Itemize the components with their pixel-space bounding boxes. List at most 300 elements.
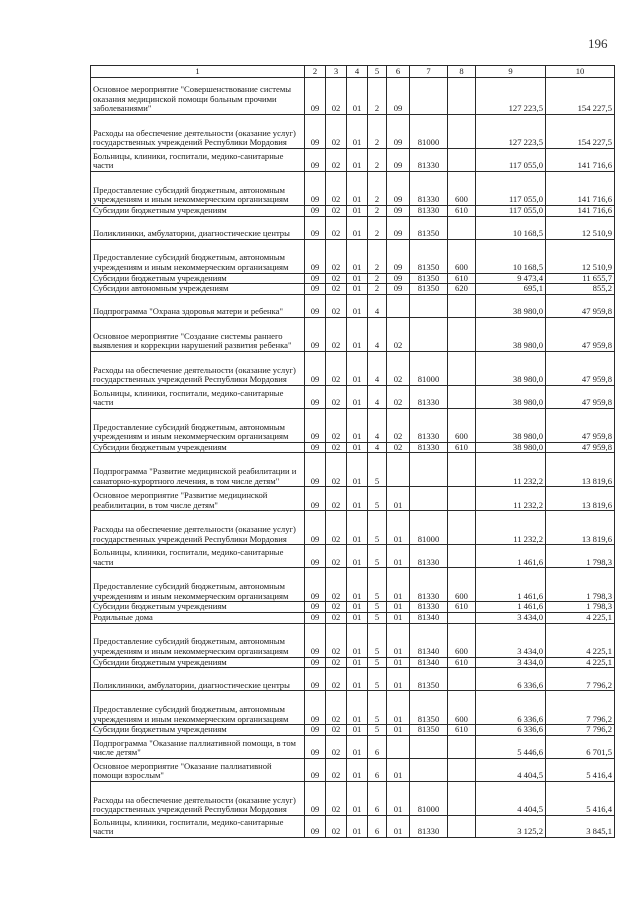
code-col-4: 01 [347, 487, 368, 511]
code-col-4: 01 [347, 239, 368, 273]
code-col-6: 01 [387, 691, 410, 725]
code-col-8 [448, 487, 476, 511]
code-col-8: 600 [448, 172, 476, 206]
amount-col-10: 154 227,5 [546, 78, 615, 115]
code-col-4: 01 [347, 815, 368, 837]
amount-col-9: 1 461,6 [476, 602, 546, 613]
column-header-1: 1 [91, 66, 305, 78]
code-col-2: 09 [305, 351, 326, 385]
table-row [91, 78, 615, 115]
code-col-3: 02 [326, 149, 347, 172]
amount-col-9: 1 461,6 [476, 545, 546, 568]
code-col-8 [448, 545, 476, 568]
code-col-7: 81330 [410, 602, 448, 613]
amount-col-10: 13 819,6 [546, 487, 615, 511]
table-row [91, 602, 615, 613]
amount-col-10: 11 655,7 [546, 273, 615, 284]
code-col-6: 01 [387, 602, 410, 613]
code-col-5: 5 [368, 623, 387, 657]
table-row [91, 623, 615, 657]
code-col-8 [448, 815, 476, 837]
code-col-7: 81330 [410, 149, 448, 172]
row-name: Субсидии автономным учреждениям [91, 284, 305, 295]
amount-col-10: 47 959,8 [546, 351, 615, 385]
code-col-6 [387, 735, 410, 758]
code-col-8 [448, 115, 476, 149]
code-col-5: 5 [368, 453, 387, 487]
code-col-3: 02 [326, 216, 347, 239]
amount-col-10: 1 798,3 [546, 602, 615, 613]
code-col-7: 81350 [410, 273, 448, 284]
code-col-5: 2 [368, 239, 387, 273]
table-row [91, 815, 615, 837]
code-col-5: 2 [368, 115, 387, 149]
table-row [91, 612, 615, 623]
row-name: Предоставление субсидий бюджетным, автономным учреждениям и иным некоммерческим организациям [91, 408, 305, 442]
row-name: Предоставление субсидий бюджетным, автономным учреждениям и иным некоммерческим организациям [91, 568, 305, 602]
code-col-7: 81000 [410, 351, 448, 385]
column-header-4: 4 [347, 66, 368, 78]
code-col-3: 02 [326, 239, 347, 273]
code-col-2: 09 [305, 691, 326, 725]
table-header-row [91, 66, 615, 78]
column-header-5: 5 [368, 66, 387, 78]
code-col-2: 09 [305, 623, 326, 657]
code-col-8 [448, 612, 476, 623]
amount-col-10: 47 959,8 [546, 408, 615, 442]
code-col-2: 09 [305, 294, 326, 317]
row-name: Основное мероприятие "Оказание паллиативной помощи взрослым" [91, 758, 305, 781]
code-col-5: 2 [368, 206, 387, 217]
table-row [91, 239, 615, 273]
code-col-5: 5 [368, 725, 387, 736]
code-col-6: 01 [387, 758, 410, 781]
amount-col-9: 6 336,6 [476, 668, 546, 691]
code-col-7: 81330 [410, 206, 448, 217]
row-name: Предоставление субсидий бюджетным, автономным учреждениям и иным некоммерческим организациям [91, 691, 305, 725]
code-col-4: 01 [347, 294, 368, 317]
amount-col-10: 13 819,6 [546, 453, 615, 487]
amount-col-9: 117 055,0 [476, 149, 546, 172]
row-name: Субсидии бюджетным учреждениям [91, 206, 305, 217]
table-row [91, 487, 615, 511]
amount-col-10: 1 798,3 [546, 568, 615, 602]
code-col-2: 09 [305, 408, 326, 442]
code-col-3: 02 [326, 735, 347, 758]
code-col-3: 02 [326, 781, 347, 815]
code-col-7: 81330 [410, 545, 448, 568]
code-col-2: 09 [305, 149, 326, 172]
code-col-4: 01 [347, 385, 368, 408]
code-col-6: 09 [387, 216, 410, 239]
code-col-8: 610 [448, 273, 476, 284]
amount-col-10: 154 227,5 [546, 115, 615, 149]
code-col-5: 4 [368, 408, 387, 442]
code-col-6: 01 [387, 612, 410, 623]
code-col-8 [448, 668, 476, 691]
table-row [91, 781, 615, 815]
code-col-6: 09 [387, 149, 410, 172]
amount-col-10: 7 796,2 [546, 691, 615, 725]
table-row [91, 735, 615, 758]
code-col-8: 620 [448, 284, 476, 295]
code-col-5: 4 [368, 385, 387, 408]
code-col-2: 09 [305, 172, 326, 206]
code-col-3: 02 [326, 602, 347, 613]
code-col-5: 2 [368, 273, 387, 284]
amount-col-9: 38 980,0 [476, 294, 546, 317]
code-col-8: 600 [448, 239, 476, 273]
code-col-2: 09 [305, 758, 326, 781]
code-col-3: 02 [326, 206, 347, 217]
amount-col-10: 47 959,8 [546, 294, 615, 317]
code-col-2: 09 [305, 602, 326, 613]
code-col-3: 02 [326, 317, 347, 351]
code-col-5: 5 [368, 511, 387, 545]
code-col-5: 4 [368, 317, 387, 351]
code-col-4: 01 [347, 735, 368, 758]
code-col-7: 81330 [410, 408, 448, 442]
amount-col-9: 9 473,4 [476, 273, 546, 284]
amount-col-10: 47 959,8 [546, 385, 615, 408]
code-col-5: 4 [368, 351, 387, 385]
code-col-7 [410, 317, 448, 351]
code-col-8 [448, 149, 476, 172]
amount-col-9: 11 232,2 [476, 487, 546, 511]
amount-col-9: 6 336,6 [476, 725, 546, 736]
table-row [91, 284, 615, 295]
code-col-3: 02 [326, 668, 347, 691]
code-col-2: 09 [305, 511, 326, 545]
table-row [91, 216, 615, 239]
code-col-7 [410, 487, 448, 511]
row-name: Больницы, клиники, госпитали, медико-санитарные части [91, 149, 305, 172]
code-col-5: 4 [368, 294, 387, 317]
code-col-4: 01 [347, 781, 368, 815]
row-name: Основное мероприятие "Совершенствование системы оказания медицинской помощи больным прочими заболеваниями" [91, 78, 305, 115]
column-header-8: 8 [448, 66, 476, 78]
code-col-2: 09 [305, 284, 326, 295]
code-col-7 [410, 78, 448, 115]
code-col-4: 01 [347, 453, 368, 487]
code-col-5: 5 [368, 602, 387, 613]
code-col-7: 81000 [410, 511, 448, 545]
row-name: Больницы, клиники, госпитали, медико-санитарные части [91, 815, 305, 837]
code-col-5: 6 [368, 781, 387, 815]
table-row [91, 172, 615, 206]
code-col-7: 81350 [410, 691, 448, 725]
code-col-4: 01 [347, 78, 368, 115]
amount-col-10: 47 959,8 [546, 317, 615, 351]
code-col-7: 81350 [410, 216, 448, 239]
code-col-8 [448, 758, 476, 781]
code-col-8 [448, 216, 476, 239]
code-col-4: 01 [347, 408, 368, 442]
column-header-3: 3 [326, 66, 347, 78]
amount-col-10: 47 959,8 [546, 442, 615, 453]
row-name: Расходы на обеспечение деятельности (оказание услуг) государственных учреждений Республики Мордовия [91, 511, 305, 545]
code-col-8: 600 [448, 568, 476, 602]
code-col-3: 02 [326, 487, 347, 511]
amount-col-9: 10 168,5 [476, 239, 546, 273]
code-col-4: 01 [347, 351, 368, 385]
table-row [91, 725, 615, 736]
code-col-5: 6 [368, 758, 387, 781]
column-header-7: 7 [410, 66, 448, 78]
code-col-5: 2 [368, 284, 387, 295]
code-col-3: 02 [326, 442, 347, 453]
code-col-7: 81350 [410, 668, 448, 691]
code-col-4: 01 [347, 511, 368, 545]
amount-col-9: 6 336,6 [476, 691, 546, 725]
code-col-4: 01 [347, 545, 368, 568]
row-name: Субсидии бюджетным учреждениям [91, 442, 305, 453]
code-col-2: 09 [305, 273, 326, 284]
code-col-2: 09 [305, 545, 326, 568]
table-row [91, 657, 615, 668]
row-name: Расходы на обеспечение деятельности (оказание услуг) государственных учреждений Республики Мордовия [91, 351, 305, 385]
code-col-4: 01 [347, 149, 368, 172]
code-col-5: 2 [368, 172, 387, 206]
code-col-6: 01 [387, 815, 410, 837]
table-row [91, 691, 615, 725]
code-col-2: 09 [305, 781, 326, 815]
amount-col-9: 38 980,0 [476, 408, 546, 442]
column-header-6: 6 [387, 66, 410, 78]
code-col-6: 01 [387, 623, 410, 657]
amount-col-9: 117 055,0 [476, 172, 546, 206]
code-col-3: 02 [326, 351, 347, 385]
code-col-2: 09 [305, 115, 326, 149]
amount-col-9: 38 980,0 [476, 351, 546, 385]
code-col-6: 09 [387, 172, 410, 206]
code-col-3: 02 [326, 758, 347, 781]
code-col-8: 600 [448, 408, 476, 442]
code-col-3: 02 [326, 545, 347, 568]
column-header-10: 10 [546, 66, 615, 78]
code-col-3: 02 [326, 612, 347, 623]
code-col-7: 81350 [410, 725, 448, 736]
table-row [91, 453, 615, 487]
code-col-6 [387, 453, 410, 487]
column-header-9: 9 [476, 66, 546, 78]
code-col-2: 09 [305, 453, 326, 487]
row-name: Поликлиники, амбулатории, диагностические центры [91, 216, 305, 239]
code-col-3: 02 [326, 385, 347, 408]
code-col-8: 600 [448, 623, 476, 657]
code-col-3: 02 [326, 511, 347, 545]
row-name: Больницы, клиники, госпитали, медико-санитарные части [91, 385, 305, 408]
code-col-3: 02 [326, 294, 347, 317]
table-row [91, 385, 615, 408]
amount-col-10: 141 716,6 [546, 172, 615, 206]
code-col-5: 6 [368, 735, 387, 758]
code-col-4: 01 [347, 668, 368, 691]
code-col-8: 610 [448, 725, 476, 736]
amount-col-10: 141 716,6 [546, 149, 615, 172]
code-col-3: 02 [326, 815, 347, 837]
amount-col-10: 12 510,9 [546, 239, 615, 273]
code-col-6: 09 [387, 206, 410, 217]
row-name: Предоставление субсидий бюджетным, автономным учреждениям и иным некоммерческим организациям [91, 623, 305, 657]
code-col-2: 09 [305, 206, 326, 217]
code-col-6: 02 [387, 385, 410, 408]
code-col-2: 09 [305, 239, 326, 273]
row-name: Подпрограмма "Охрана здоровья матери и ребенка" [91, 294, 305, 317]
code-col-6: 09 [387, 239, 410, 273]
amount-col-9: 38 980,0 [476, 385, 546, 408]
code-col-3: 02 [326, 725, 347, 736]
code-col-7: 81350 [410, 239, 448, 273]
code-col-7: 81000 [410, 781, 448, 815]
code-col-2: 09 [305, 78, 326, 115]
page-number: 196 [588, 36, 608, 51]
code-col-6: 01 [387, 511, 410, 545]
table-row [91, 317, 615, 351]
table-row [91, 408, 615, 442]
amount-col-9: 4 404,5 [476, 758, 546, 781]
code-col-6: 02 [387, 317, 410, 351]
code-col-6 [387, 294, 410, 317]
amount-col-9: 11 232,2 [476, 511, 546, 545]
code-col-7: 81330 [410, 172, 448, 206]
table-row [91, 273, 615, 284]
code-col-6: 01 [387, 781, 410, 815]
code-col-5: 6 [368, 815, 387, 837]
table-row [91, 545, 615, 568]
table-row [91, 294, 615, 317]
amount-col-9: 117 055,0 [476, 206, 546, 217]
code-col-4: 01 [347, 442, 368, 453]
code-col-8: 610 [448, 602, 476, 613]
code-col-3: 02 [326, 408, 347, 442]
code-col-2: 09 [305, 385, 326, 408]
code-col-4: 01 [347, 657, 368, 668]
amount-col-9: 127 223,5 [476, 115, 546, 149]
amount-col-10: 7 796,2 [546, 725, 615, 736]
amount-col-9: 127 223,5 [476, 78, 546, 115]
code-col-4: 01 [347, 216, 368, 239]
amount-col-10: 3 845,1 [546, 815, 615, 837]
row-name: Субсидии бюджетным учреждениям [91, 657, 305, 668]
amount-col-9: 4 404,5 [476, 781, 546, 815]
code-col-2: 09 [305, 668, 326, 691]
code-col-2: 09 [305, 317, 326, 351]
amount-col-9: 5 446,6 [476, 735, 546, 758]
table-row [91, 351, 615, 385]
code-col-5: 5 [368, 657, 387, 668]
code-col-2: 09 [305, 612, 326, 623]
code-col-8: 610 [448, 206, 476, 217]
code-col-4: 01 [347, 725, 368, 736]
code-col-7: 81340 [410, 612, 448, 623]
code-col-2: 09 [305, 657, 326, 668]
row-name: Основное мероприятие "Создание системы раннего выявления и коррекции нарушений развития ребенка" [91, 317, 305, 351]
code-col-8 [448, 78, 476, 115]
code-col-3: 02 [326, 115, 347, 149]
code-col-6: 02 [387, 351, 410, 385]
amount-col-10: 4 225,1 [546, 612, 615, 623]
row-name: Больницы, клиники, госпитали, медико-санитарные части [91, 545, 305, 568]
amount-col-10: 12 510,9 [546, 216, 615, 239]
table-row [91, 568, 615, 602]
code-col-3: 02 [326, 172, 347, 206]
amount-col-9: 38 980,0 [476, 317, 546, 351]
code-col-8 [448, 317, 476, 351]
code-col-4: 01 [347, 317, 368, 351]
code-col-7 [410, 453, 448, 487]
row-name: Подпрограмма "Развитие медицинской реабилитации и санаторно-курортного лечения, в том числе детям" [91, 453, 305, 487]
code-col-7 [410, 758, 448, 781]
code-col-3: 02 [326, 284, 347, 295]
table-row [91, 511, 615, 545]
code-col-6: 09 [387, 78, 410, 115]
code-col-8 [448, 294, 476, 317]
code-col-5: 2 [368, 149, 387, 172]
code-col-2: 09 [305, 725, 326, 736]
budget-table [90, 65, 615, 838]
code-col-7 [410, 294, 448, 317]
amount-col-9: 3 434,0 [476, 657, 546, 668]
amount-col-10: 4 225,1 [546, 657, 615, 668]
code-col-3: 02 [326, 691, 347, 725]
code-col-7 [410, 735, 448, 758]
code-col-6: 01 [387, 668, 410, 691]
amount-col-9: 38 980,0 [476, 442, 546, 453]
row-name: Поликлиники, амбулатории, диагностические центры [91, 668, 305, 691]
code-col-4: 01 [347, 206, 368, 217]
amount-col-10: 141 716,6 [546, 206, 615, 217]
code-col-4: 01 [347, 612, 368, 623]
code-col-3: 02 [326, 568, 347, 602]
code-col-2: 09 [305, 815, 326, 837]
amount-col-9: 695,1 [476, 284, 546, 295]
table-row [91, 206, 615, 217]
code-col-4: 01 [347, 602, 368, 613]
code-col-2: 09 [305, 216, 326, 239]
row-name: Субсидии бюджетным учреждениям [91, 725, 305, 736]
code-col-2: 09 [305, 487, 326, 511]
code-col-5: 5 [368, 668, 387, 691]
code-col-8 [448, 453, 476, 487]
amount-col-9: 1 461,6 [476, 568, 546, 602]
code-col-2: 09 [305, 442, 326, 453]
code-col-6: 01 [387, 568, 410, 602]
column-header-2: 2 [305, 66, 326, 78]
code-col-8: 600 [448, 691, 476, 725]
row-name: Подпрограмма "Оказание паллиативной помощи, в том числе детям" [91, 735, 305, 758]
code-col-5: 2 [368, 216, 387, 239]
code-col-6: 09 [387, 273, 410, 284]
code-col-6: 09 [387, 115, 410, 149]
table-row [91, 758, 615, 781]
code-col-8 [448, 351, 476, 385]
amount-col-10: 855,2 [546, 284, 615, 295]
table-row [91, 442, 615, 453]
code-col-7: 81330 [410, 442, 448, 453]
table-row [91, 668, 615, 691]
amount-col-9: 3 125,2 [476, 815, 546, 837]
row-name: Субсидии бюджетным учреждениям [91, 602, 305, 613]
code-col-8 [448, 735, 476, 758]
code-col-6: 01 [387, 545, 410, 568]
amount-col-10: 6 701,5 [546, 735, 615, 758]
code-col-4: 01 [347, 691, 368, 725]
table-body [91, 78, 615, 838]
amount-col-9: 3 434,0 [476, 623, 546, 657]
row-name: Расходы на обеспечение деятельности (оказание услуг) государственных учреждений Республики Мордовия [91, 115, 305, 149]
code-col-8 [448, 511, 476, 545]
